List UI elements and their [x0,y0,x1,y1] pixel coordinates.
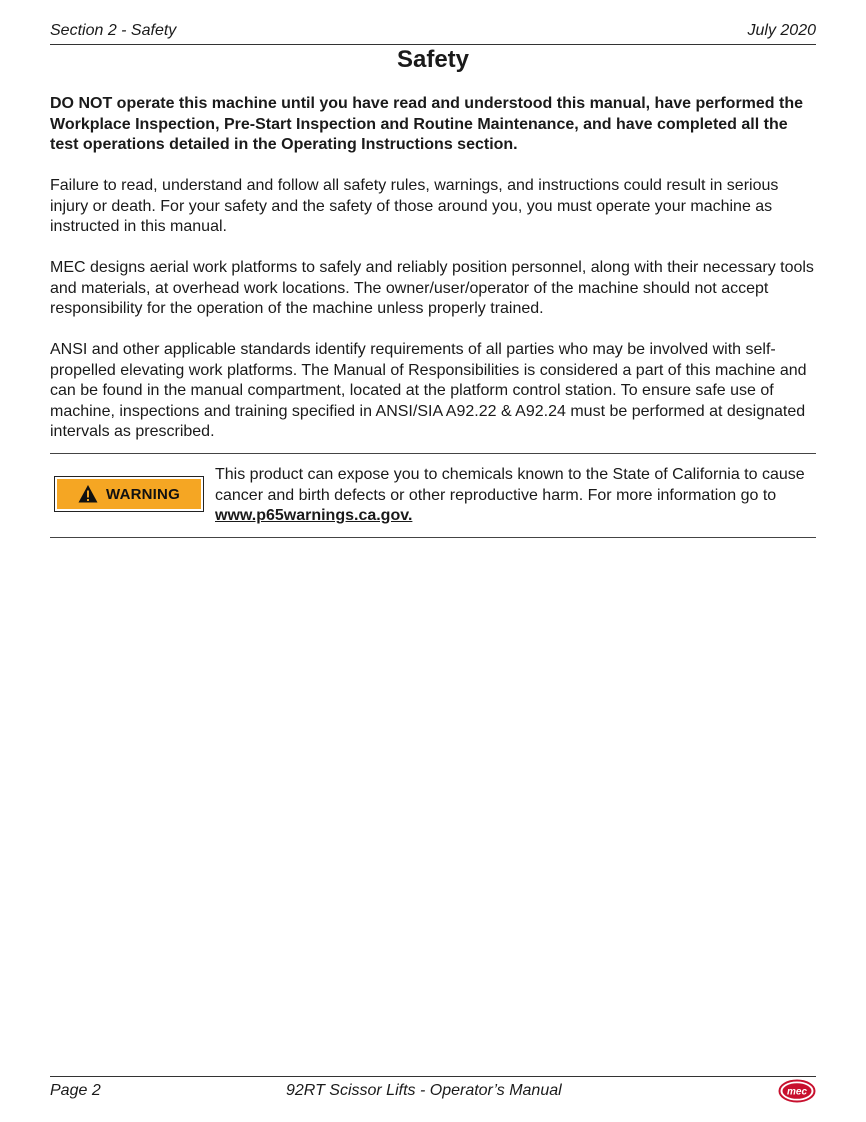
section-label: Section 2 - Safety [50,22,177,39]
p65-warnings-link[interactable]: www.p65warnings.ca.gov. [215,507,413,524]
warning-triangle-icon [78,484,98,504]
safety-paragraph-3: ANSI and other applicable standards identify requirements of all parties who may be involved with self-propelled elevating work platforms. The Manual of Responsibilities is considered a part of this machine and can be found in the manual compartment, located at the platform control station. To ensure safe use of machine, inspections and training specified in ANSI/SIA A92.22 & A92.24 must be performed at designated intervals as prescribed. [50,341,807,440]
warning-badge-label: WARNING [106,485,180,503]
safety-paragraph-1: Failure to read, understand and follow all safety rules, warnings, and instructions could result in serious injury or death. For your safety and the safety of those around you, you must operate your machine as instructed in this manual. [50,177,779,235]
warning-message-text: This product can expose you to chemicals known to the State of California to cause cancer and birth defects or other reproductive harm. For more information go to [215,466,805,504]
bold-notice-paragraph: DO NOT operate this machine until you have read and understood this manual, have performed the Workplace Inspection, Pre-Start Inspection and Routine Maintenance, and have completed all the test operations detailed in the Operating Instructions section. [50,95,804,153]
page-header [50,22,816,45]
page-title: Safety [396,46,470,73]
page-number: Page 2 [50,1082,101,1099]
header-date: July 2020 [747,22,816,39]
mec-logo-icon [778,1079,816,1103]
page-footer [50,1076,816,1107]
warning-message [215,465,815,527]
warning-top-divider [50,453,816,454]
warning-badge [54,476,204,512]
warning-badge-fill [57,479,201,509]
document-title: 92RT Scissor Lifts - Operator’s Manual [286,1082,562,1099]
warning-bottom-divider [50,537,816,538]
mec-logo-text: mec [786,1086,808,1098]
safety-paragraph-2: MEC designs aerial work platforms to safely and reliably position personnel, along with their necessary tools and materials, at overhead work locations. The owner/user/operator of the machine should not accept responsibility for the operation of the machine unless properly trained. [50,259,814,317]
